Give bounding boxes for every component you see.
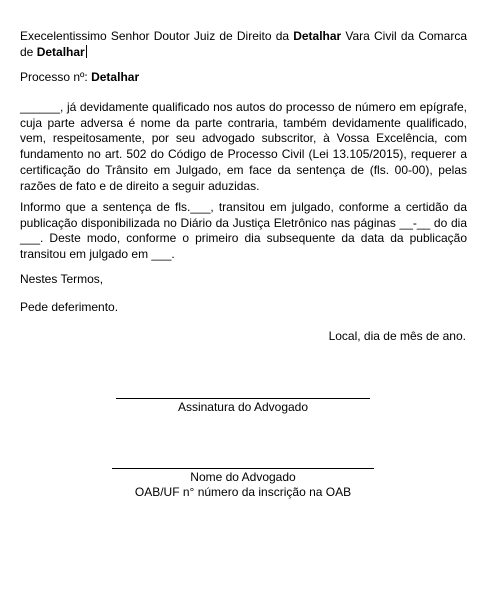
closing-nestes-termos: Nestes Termos,	[20, 272, 104, 286]
vara-placeholder: Detalhar	[293, 29, 342, 43]
addressee-heading	[20, 29, 467, 60]
comarca-placeholder: Detalhar	[36, 44, 85, 59]
processo-label: Processo nº:	[20, 70, 92, 84]
processo-value: Detalhar	[91, 70, 140, 84]
lawyer-name-caption: Nome do Advogado	[190, 470, 296, 484]
addressee-text: Execelentissimo Senhor Doutor Juiz de Direito da	[20, 29, 294, 43]
text-cursor	[86, 45, 87, 58]
date-line: Local, dia de mês de ano.	[328, 329, 466, 343]
name-line	[112, 468, 374, 469]
oab-caption: OAB/UF n° número da inscrição na OAB	[134, 485, 352, 499]
signature-caption: Assinatura do Advogado	[177, 400, 309, 414]
body-paragraph-1: ______, já devidamente qualificado nos autos do processo de número em epígrafe, cuja parte adversa é nome da parte contraria, também devidamente qualificado, vem, respeitosamente, por seu advogado subscritor, à Vossa Excelência, com fundamento no art. 502 do Código de Processo Civil (Lei 13.105/2015), requerer a certificação do Trânsito em Julgado, em face da sentença de (fls. 00-00), pelas razões de fato e de direito a seguir aduzidas.	[20, 100, 467, 193]
signature-line	[116, 398, 370, 399]
processo-line	[20, 70, 467, 86]
addressee-text-2: Vara Civil da Comarca de	[20, 29, 467, 59]
closing-pede-deferimento: Pede deferimento.	[20, 300, 119, 314]
body-paragraph-2: Informo que a sentença de fls.___, transitou em julgado, conforme a certidão da publicação disponibilizada no Diário da Justiça Eletrônico nas páginas __-__ do dia ___. Deste modo, conforme o primeiro dia subsequente da data da publicação transitou em julgado em ___.	[20, 200, 467, 262]
